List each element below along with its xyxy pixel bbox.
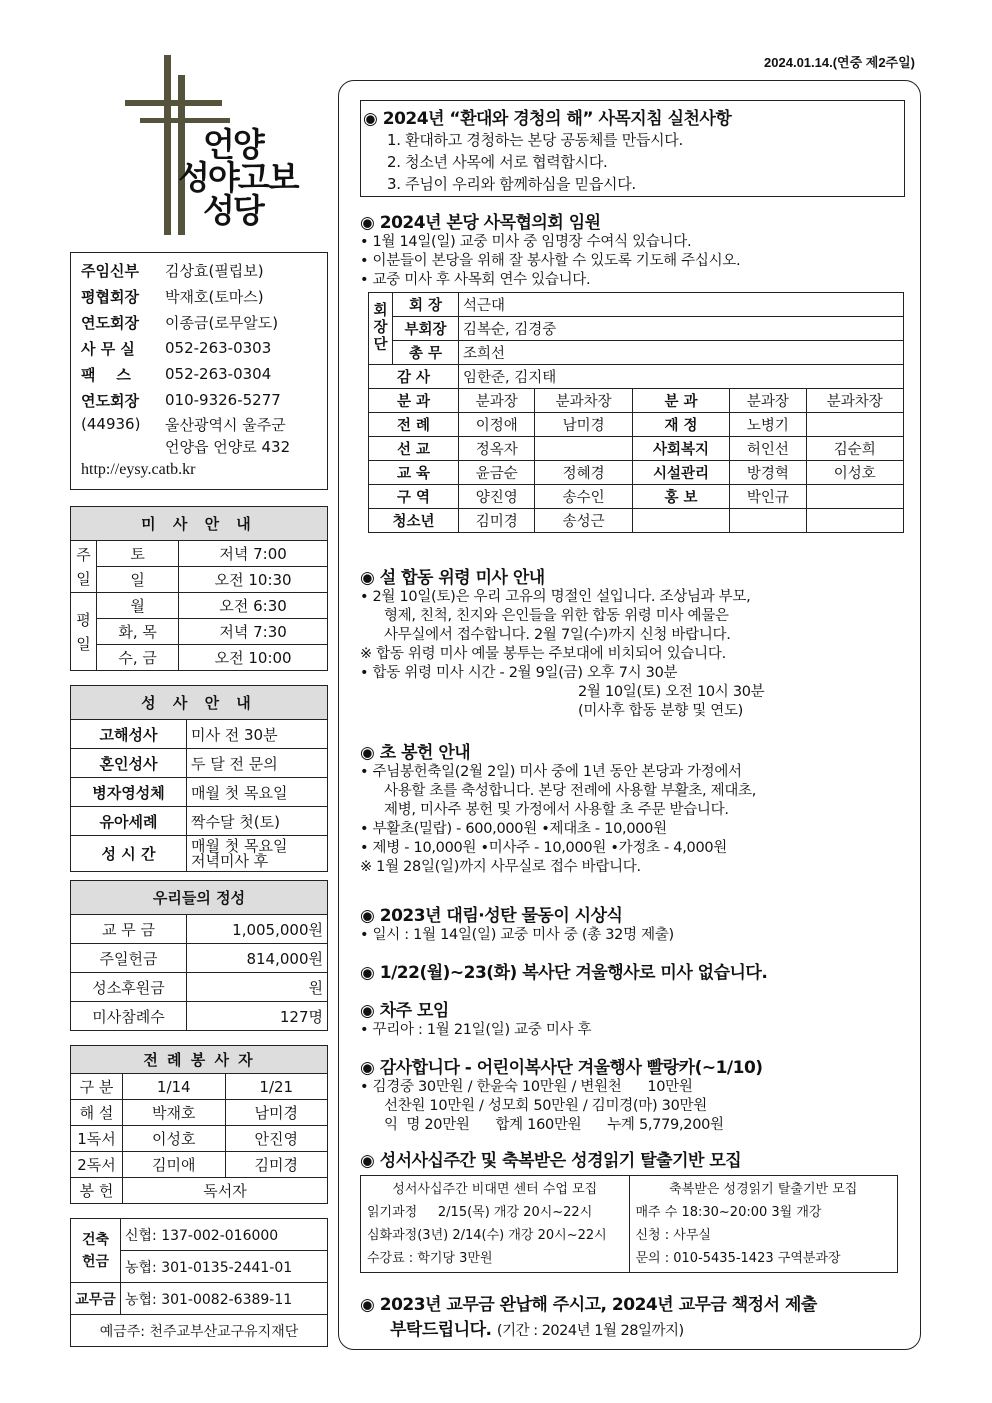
dues-line2: 부탁드립니다.: [390, 1320, 492, 1340]
committee-name: 재 정: [632, 413, 729, 437]
cross-logo: [164, 55, 171, 235]
committee-leader: 김미경: [459, 509, 535, 533]
committee-head: 분과차장: [806, 389, 903, 413]
notice-line: 제병, 미사주 봉헌 및 가정에서 사용할 초 주문 받습니다.: [384, 802, 729, 818]
dues-label: 교무금: [71, 1283, 121, 1315]
section-title: ◉ 1/22(월)~23(화) 복사단 겨울행사로 미사 없습니다.: [360, 963, 768, 983]
guideline-item: 3. 주님이 우리와 함께하심을 믿읍시다.: [387, 175, 636, 193]
council-label: 회장단: [369, 293, 393, 365]
sunday-label: 주일: [71, 541, 97, 593]
servers-name: 안진영: [225, 1126, 328, 1152]
officer-name: 석근대: [459, 293, 904, 317]
parish-title-line1: 언양: [203, 125, 263, 164]
notice-line: • 2월 10일(토)은 우리 고유의 명절인 설입니다. 조상님과 부모,: [360, 589, 751, 605]
notice-line: • 주님봉헌축일(2월 2일) 미사 중에 1년 동안 본당과 가정에서: [360, 764, 742, 780]
bible-line: 성서사십주간 비대면 센터 수업 모집: [392, 1182, 598, 1197]
section-title: ◉ 성서사십주간 및 축복받은 성경읽기 탈출기반 모집: [360, 1151, 742, 1171]
guideline-item: 2. 청소년 사목에 서로 협력합시다.: [387, 153, 608, 171]
servers-role: 2독서: [71, 1152, 123, 1178]
notice-line: • 부활초(밀랍) - 600,000원 •제대초 - 10,000원: [360, 821, 667, 837]
section-memorial-mass: [360, 563, 905, 721]
sacrament-value: 매월 첫 목요일: [187, 778, 328, 807]
offering-name: 교 무 금: [71, 915, 187, 944]
officer-role: 회 장: [393, 293, 459, 317]
notice-line: 형제, 친척, 친지와 은인들을 위한 합동 위령 미사 예물은: [384, 608, 729, 624]
section-title: ◉ 감사합니다 - 어린이복사단 겨울행사 빨랑카(~1/10): [360, 1058, 763, 1078]
build-account: 농협: 301-0135-2441-01: [121, 1251, 328, 1283]
bible-line: 읽기과정 2/15(목) 개강 20시~22시: [367, 1205, 593, 1220]
committee-deputy: [806, 485, 903, 509]
section-title: ◉ 초 봉헌 안내: [360, 743, 471, 763]
mass-time: 오전 10:30: [179, 567, 328, 593]
parish-title: [178, 125, 298, 230]
bible-line: 축복받은 성경읽기 탈출기반 모집: [669, 1182, 858, 1197]
notice-line: 2월 10일(토) 오전 10시 30분: [578, 684, 765, 700]
committee-leader: 윤금순: [459, 461, 535, 485]
notice-line: 사무실에서 접수합니다. 2월 7일(수)까지 신청 바랍니다.: [384, 627, 731, 643]
bible-study-box: [360, 1175, 898, 1273]
committee-deputy: 정혜경: [535, 461, 632, 485]
info-value: 052-263-0303: [165, 339, 272, 357]
section-title: ◉ 차주 모임: [360, 1001, 449, 1021]
dues-note: (기간 : 2024년 1월 28일까지): [496, 1323, 684, 1339]
servers-name: 남미경: [225, 1100, 328, 1126]
build-account: 신협: 137-002-016000: [121, 1219, 328, 1251]
servers-head: 1/14: [123, 1074, 226, 1100]
notice-line: ※ 합동 위령 미사 예물 봉투는 주보대에 비치되어 있습니다.: [360, 646, 726, 662]
servers-role: 해 설: [71, 1100, 123, 1126]
parish-title-line2: 성야고보: [178, 158, 298, 197]
mass-title: 미 사 안 내: [71, 507, 328, 541]
mass-schedule: [70, 506, 328, 671]
committee-name: 시설관리: [632, 461, 729, 485]
committee-leader: 방경혁: [730, 461, 806, 485]
info-value: 김상효(필립보): [165, 261, 264, 280]
donor-line: 익 명 20만원 합계 160만원 누계 5,779,200원: [384, 1117, 724, 1133]
notice-line: • 꾸리아 : 1월 21일(일) 교중 미사 후: [360, 1022, 592, 1038]
officer-name: 김복순, 김경중: [459, 317, 904, 341]
dues-account: 농협: 301-0082-6389-11: [121, 1283, 328, 1315]
sacrament-value: 두 달 전 문의: [187, 749, 328, 778]
date-header: 2024.01.14.(연중 제2주일): [764, 55, 915, 70]
offering-name: 미사참례수: [71, 1002, 187, 1031]
committee-leader: 노병기: [730, 413, 806, 437]
section-bible-study: [360, 1146, 905, 1273]
committee-leader: 이정애: [459, 413, 535, 437]
servers-role: 봉 헌: [71, 1178, 123, 1204]
servers-head: 1/21: [225, 1074, 328, 1100]
mass-time: 저녁 7:00: [179, 541, 328, 567]
mass-day: 일: [97, 567, 179, 593]
sacrament-name: 혼인성사: [71, 749, 187, 778]
officer-name: 조희선: [459, 341, 904, 365]
committee-leader: 박인규: [730, 485, 806, 509]
bible-line: 신청 : 사무실: [635, 1228, 711, 1243]
committee-head: 분 과: [369, 389, 459, 413]
committee-leader: 양진영: [459, 485, 535, 509]
offering-value: 원: [187, 973, 328, 1002]
servers-name: 독서자: [123, 1178, 328, 1204]
section-title: ◉ 2024년 본당 사목협의회 임원: [360, 213, 601, 233]
committee-deputy: 송성근: [535, 509, 632, 533]
section-pastoral-guidelines: [360, 100, 905, 197]
mass-time: 저녁 7:30: [179, 619, 328, 645]
donor-line: 선찬원 10만원 / 성모회 50만원 / 김미경(마) 30만원: [384, 1098, 707, 1114]
section-next-meeting: [360, 996, 905, 1040]
committee-leader: 허인선: [730, 437, 806, 461]
cross-logo-bar2: [140, 118, 230, 123]
mass-time: 오전 6:30: [179, 593, 328, 619]
mass-day: 토: [97, 541, 179, 567]
adoration-line1: 매월 첫 목요일: [191, 836, 288, 855]
bible-line: 문의 : 010-5435-1423 구역분과장: [635, 1251, 841, 1266]
bible-study-right: [629, 1176, 898, 1272]
sacrament-value: 짝수달 첫(토): [187, 807, 328, 836]
section-award: [360, 901, 905, 945]
committee-head: 분과차장: [535, 389, 632, 413]
notice-line: • 1월 14일(일) 교중 미사 중 임명장 수여식 있습니다.: [360, 234, 692, 250]
section-dues: [360, 1290, 905, 1340]
mass-day: 화, 목: [97, 619, 179, 645]
committee-head: 분 과: [632, 389, 729, 413]
committee-deputy: [535, 437, 632, 461]
sacrament-value: [187, 836, 328, 872]
committee-leader: [730, 509, 806, 533]
committee-deputy: [806, 509, 903, 533]
notice-line: • 이분들이 본당을 위해 잘 봉사할 수 있도록 기도해 주십시오.: [360, 253, 741, 269]
committee-deputy: [806, 413, 903, 437]
officer-name: 임한준, 김지태: [459, 365, 904, 389]
mass-day: 월: [97, 593, 179, 619]
notice-line: 사용할 초를 축성합니다. 본당 전례에 사용할 부활초, 제대초,: [384, 783, 757, 799]
notice-line: • 제병 - 10,000원 •미사주 - 10,000원 •가정초 - 4,000원: [360, 840, 727, 856]
offering-title: 우리들의 정성: [71, 881, 328, 915]
info-key: 팩 스: [81, 365, 131, 384]
committee-deputy: 이성호: [806, 461, 903, 485]
info-key: 주임신부: [81, 261, 139, 280]
info-value: 010-9326-5277: [165, 391, 281, 409]
sacrament-value: 미사 전 30분: [187, 720, 328, 749]
servers-name: 김미경: [225, 1152, 328, 1178]
notice-line: ※ 1월 28일(일)까지 사무실로 접수 바랍니다.: [360, 859, 641, 875]
info-key: 평협회장: [81, 287, 139, 306]
info-key: 연도회장: [81, 313, 139, 332]
section-title: ◉ 2023년 대림·성탄 물동이 시상식: [360, 906, 623, 926]
donor-line: • 김경중 30만원 / 한윤숙 10만원 / 변원천 10만원: [360, 1079, 693, 1095]
committee-head: 분과장: [730, 389, 806, 413]
section-candle-offering: [360, 738, 905, 877]
servers-head: 구 분: [71, 1074, 123, 1100]
address-line2: 언양읍 언양로 432: [165, 437, 291, 456]
servers-title: 전 례 봉 사 자: [71, 1046, 328, 1074]
account-holder: 예금주: 천주교부산교구유지재단: [71, 1315, 328, 1347]
sacrament-name: 병자영성체: [71, 778, 187, 807]
committee-leader: 정옥자: [459, 437, 535, 461]
adoration-line2: 저녁미사 후: [191, 851, 269, 870]
sacrament-schedule: [70, 685, 328, 872]
offering-value: 127명: [187, 1002, 328, 1031]
notice-line: • 교중 미사 후 사목회 연수 있습니다.: [360, 272, 591, 288]
sacrament-name: 성 시 간: [71, 836, 187, 872]
bible-line: 심화과정(3년) 2/14(수) 개강 20시~22시: [367, 1228, 607, 1243]
section-council: [360, 208, 905, 533]
offering-value: 1,005,000원: [187, 915, 328, 944]
servers-role: 1독서: [71, 1126, 123, 1152]
parish-title-line3: 성당: [203, 191, 263, 230]
section-title: ◉ 설 합동 위령 미사 안내: [360, 568, 545, 588]
servers-name: 김미애: [123, 1152, 226, 1178]
info-key: 연도회장: [81, 391, 139, 410]
weekday-label: 평일: [71, 593, 97, 671]
committee-name: 교 육: [369, 461, 459, 485]
section-thanks: [360, 1053, 905, 1135]
info-value: 박재호(토마스): [165, 287, 264, 306]
council-table: [368, 292, 904, 533]
notice-line: (미사후 합동 분향 및 연도): [578, 703, 744, 719]
section-title: ◉ 2023년 교무금 완납해 주시고, 2024년 교무금 책정서 제출: [360, 1295, 817, 1315]
sacrament-name: 고해성사: [71, 720, 187, 749]
website-link[interactable]: http://eysy.catb.kr: [81, 461, 196, 478]
liturgy-servers: [70, 1045, 328, 1204]
bible-line: 매주 수 18:30~20:00 3월 개강: [635, 1205, 822, 1220]
section-title: ◉ 2024년 “환대와 경청의 해” 사목지침 실천사항: [363, 109, 732, 129]
info-key: 사 무 실: [81, 339, 135, 358]
info-value: 이종금(로무알도): [165, 313, 279, 332]
officer-role: 부회장: [393, 317, 459, 341]
committee-deputy: 남미경: [535, 413, 632, 437]
committee-head: 분과장: [459, 389, 535, 413]
committee-name: 홍 보: [632, 485, 729, 509]
officer-role: 총 무: [393, 341, 459, 365]
committee-name: [632, 509, 729, 533]
offering-table: [70, 880, 328, 1031]
bible-line: 수강료 : 학기당 3만원: [367, 1251, 493, 1266]
guideline-item: 1. 환대하고 경청하는 본당 공동체를 만듭시다.: [387, 131, 683, 149]
sacrament-name: 유아세례: [71, 807, 187, 836]
servers-name: 이성호: [123, 1126, 226, 1152]
sacrament-title: 성 사 안 내: [71, 686, 328, 720]
committee-name: 선 교: [369, 437, 459, 461]
committee-deputy: 김순희: [806, 437, 903, 461]
servers-name: 박재호: [123, 1100, 226, 1126]
notice-line: • 일시 : 1월 14일(일) 교중 미사 중 (총 32명 제출): [360, 927, 674, 943]
officer-role: 감 사: [369, 365, 459, 389]
address-zip: (44936): [81, 415, 141, 433]
parish-info: [70, 252, 328, 490]
info-value: 052-263-0304: [165, 365, 272, 383]
mass-time: 오전 10:00: [179, 645, 328, 671]
offering-name: 성소후원금: [71, 973, 187, 1002]
committee-name: 사회복지: [632, 437, 729, 461]
mass-day: 수, 금: [97, 645, 179, 671]
cross-logo-bar: [125, 100, 222, 106]
committee-name: 전 례: [369, 413, 459, 437]
address-line1: 울산광역시 울주군: [165, 415, 286, 434]
offering-name: 주일헌금: [71, 944, 187, 973]
offering-value: 814,000원: [187, 944, 328, 973]
build-fund-label: 건축헌금: [71, 1219, 121, 1283]
section-no-mass: [360, 958, 905, 983]
committee-name: 청소년: [369, 509, 459, 533]
account-table: [70, 1218, 328, 1347]
committee-name: 구 역: [369, 485, 459, 509]
notice-line: • 합동 위령 미사 시간 - 2월 9일(금) 오후 7시 30분: [360, 665, 678, 681]
bible-study-left: [361, 1176, 629, 1272]
committee-deputy: 송수인: [535, 485, 632, 509]
